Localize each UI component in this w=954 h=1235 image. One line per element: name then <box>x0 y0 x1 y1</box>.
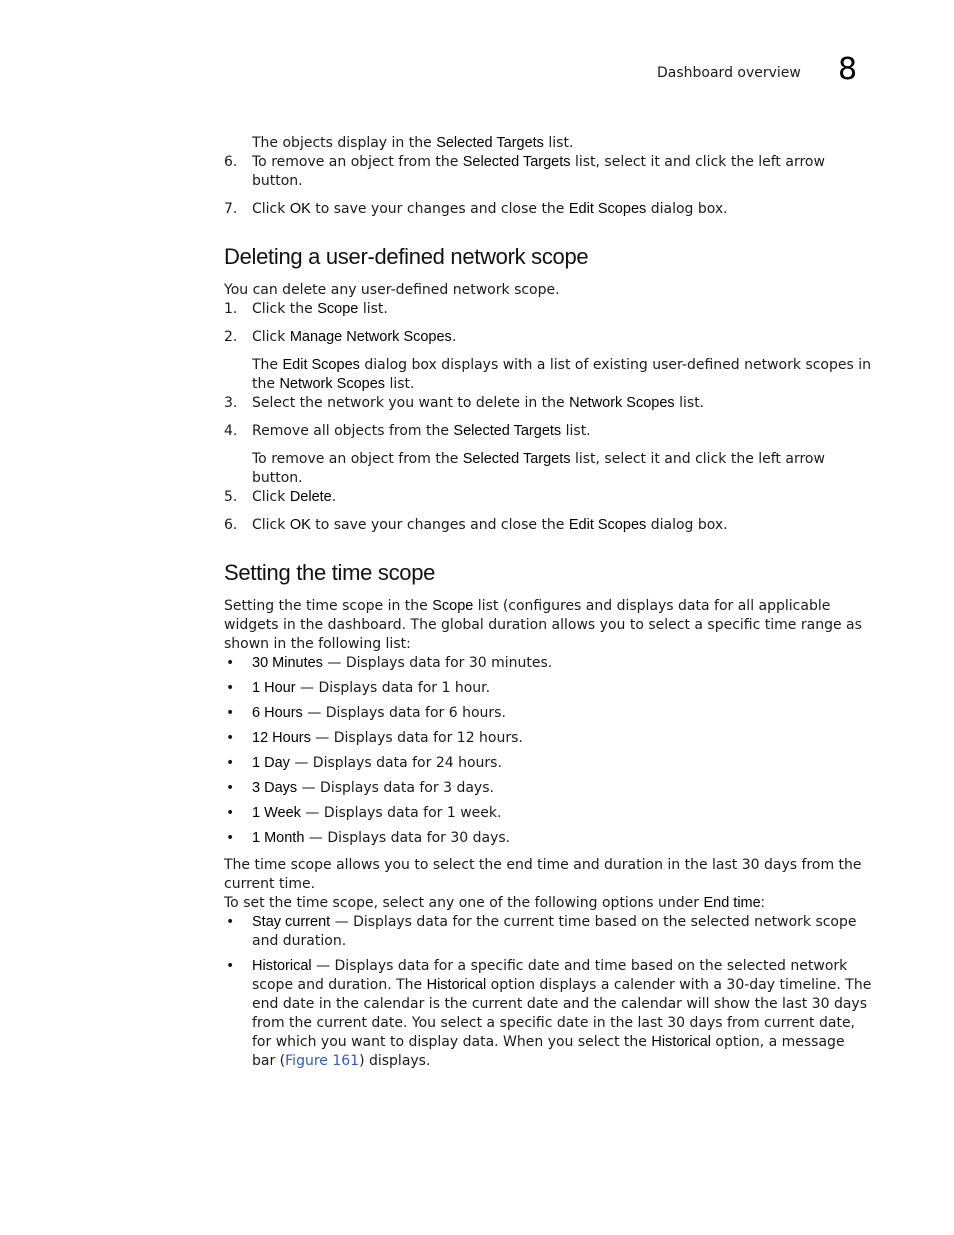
running-header-title: Dashboard overview <box>657 65 801 81</box>
step-4-note: To remove an object from the Selected Targets list, select it and click the left arrow button. <box>252 451 825 486</box>
section2-intro: Setting the time scope in the Scope list (configures and displays data for all applicable widgets in the dashboard. The global duration allows you to select a specific time range as shown in the following list: <box>224 598 862 652</box>
list-item: • 1 Hour — Displays data for 1 hour. <box>226 680 491 696</box>
step-1: 1. Click the Scope list. <box>224 301 388 317</box>
list-item: • 3 Days — Displays data for 3 days. <box>226 780 494 796</box>
section-heading-time-scope: Setting the time scope <box>224 560 436 585</box>
duration-list <box>224 654 872 848</box>
bullet-icon: • <box>226 805 235 821</box>
step-6-top: 6. To remove an object from the Selected Targets list, select it and click the left arrow button. <box>224 154 825 189</box>
step-2: 2. Click Manage Network Scopes. <box>224 329 457 345</box>
time-scope-paragraph: The time scope allows you to select the end time and duration in the last 30 days from the current time. <box>224 857 862 892</box>
bullet-icon: • <box>226 680 235 696</box>
figure-161-link[interactable]: Figure 161 <box>285 1053 360 1069</box>
step-6: 6. Click OK to save your changes and close the Edit Scopes dialog box. <box>224 517 728 533</box>
bullet-icon: • <box>226 958 235 974</box>
section-heading-delete-scope: Deleting a user-defined network scope <box>224 244 589 269</box>
step-3: 3. Select the network you want to delete in the Network Scopes list. <box>224 395 705 411</box>
list-item: • 1 Day — Displays data for 24 hours. <box>226 755 502 771</box>
list-item: • 1 Month — Displays data for 30 days. <box>226 830 511 846</box>
list-item: • 12 Hours — Displays data for 12 hours. <box>226 730 523 746</box>
bullet-icon: • <box>226 755 235 771</box>
step-2-note: The Edit Scopes dialog box displays with a list of existing user-defined network scopes in the Network Scopes list. <box>252 357 871 392</box>
option-historical: • Historical — Displays data for a specific date and time based on the selected network scope and duration. The Historical option displays a calender with a 30-day timeline. The end date in the calendar is the current date and the calendar will show the last 30 days from the current date. You select a specific date in the last 30 days from current date, for which you want to display data. When you select the Historical option, a message bar (Figure 161) displays. <box>226 958 872 1069</box>
step-5: 5. Click Delete. <box>224 489 337 505</box>
list-item: • 6 Hours — Displays data for 6 hours. <box>226 705 506 721</box>
chapter-number: 8 <box>838 52 858 87</box>
options-intro: To set the time scope, select any one of the following options under End time: <box>224 895 765 911</box>
bullet-icon: • <box>226 830 235 846</box>
bullet-icon: • <box>226 914 235 930</box>
bullet-icon: • <box>226 730 235 746</box>
continuation-note: The objects display in the Selected Targets list. <box>252 135 574 151</box>
page-body <box>224 134 872 1077</box>
section1-intro: You can delete any user-defined network scope. <box>224 282 560 298</box>
bullet-icon: • <box>226 705 235 721</box>
bullet-icon: • <box>226 780 235 796</box>
list-item: • 1 Week — Displays data for 1 week. <box>226 805 502 821</box>
bullet-icon: • <box>226 655 235 671</box>
list-item: • 30 Minutes — Displays data for 30 minutes. <box>226 655 553 671</box>
step-4: 4. Remove all objects from the Selected Targets list. <box>224 423 591 439</box>
step-7-top: 7. Click OK to save your changes and close the Edit Scopes dialog box. <box>224 201 728 217</box>
option-stay-current: • Stay current — Displays data for the current time based on the selected network scope and duration. <box>226 914 857 949</box>
